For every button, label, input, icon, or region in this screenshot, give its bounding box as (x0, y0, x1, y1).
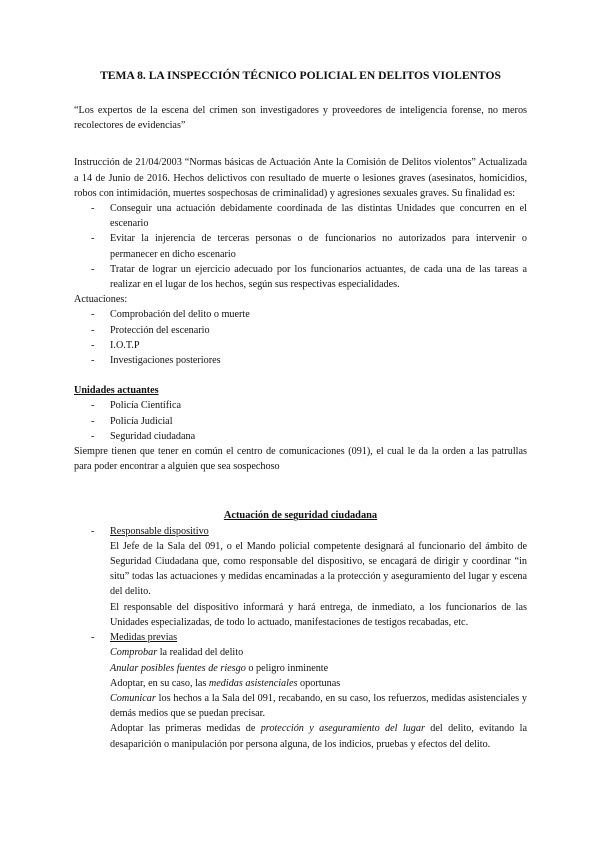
list-item: - Investigaciones posteriores (110, 353, 527, 368)
list-item: - Evitar la injerencia de terceras personas o de funcionarios no autorizados para intervenir o permanecer en dicho escenario (110, 231, 527, 261)
page-title: TEMA 8. LA INSPECCIÓN TÉCNICO POLICIAL EN DELITOS VIOLENTOS (100, 69, 501, 82)
intro-quote: “Los expertos de la escena del crimen son investigadores y proveedores de inteligencia forense, no meros recolectores de evidencias” (74, 105, 527, 132)
measure-line (110, 721, 527, 751)
list-item: - Tratar de lograr un ejercicio adecuado por los funcionarios actuantes, de cada una de las tareas a realizar en el lugar de los hechos, según sus respectivas especialidades. (110, 262, 527, 292)
actions-list (74, 307, 527, 368)
measure-text: oportunas (297, 677, 341, 689)
measure-line (110, 691, 527, 721)
instruction-paragraph: Instrucción de 21/04/2003 “Normas básicas de Actuación Ante la Comisión de Delitos violentos” Actualizada a 14 de Junio de 2016. Hechos delictivos con resultado de muerte o lesiones graves (asesinatos, homicidios, robos con intimidación, muertes sospechosas de criminalidad) y agresiones sexuales graves. Su finalidad es: (74, 157, 527, 199)
list-item: - Comprobación del delito o muerte (110, 307, 527, 322)
security-section-title: Actuación de seguridad ciudadana (223, 510, 378, 522)
document-page (74, 68, 527, 752)
responsible-item (110, 524, 527, 630)
measure-text: Adoptar las primeras medidas de (110, 723, 261, 735)
responsible-paragraph-1: El Jefe de la Sala del 091, o el Mando policial competente designará al funcionario del ámbito de Seguridad Ciudadana que, como responsable del dispositivo, se encagará de dirigir y coordinar “in situ” todas las actuaciones y medidas encaminadas a la protección y aseguramiento del lugar y escena del delito. (110, 540, 527, 598)
responsible-paragraph-2: El responsable del dispositivo informará y hará entrega, de inmediato, a los funcionarios de las Unidades especializadas, de todo lo actuado, manifestaciones de testigos recabadas, etc. (110, 601, 527, 628)
list-item: - Protección del escenario (110, 323, 527, 338)
measure-em: medidas asistenciales (208, 677, 298, 689)
measure-text: Adoptar, en su caso, las (110, 677, 209, 689)
measure-line (110, 645, 527, 660)
list-item: - I.O.T.P (110, 338, 527, 353)
measure-text: la realidad del delito (157, 647, 244, 659)
units-heading: Unidades actuantes (74, 385, 159, 397)
list-item: - Conseguir una actuación debidamente coordinada de las distintas Unidades que concurren en el escenario (110, 201, 527, 231)
responsible-heading: Responsable dispositivo (110, 525, 209, 537)
measure-text: o peligro inminente (245, 662, 329, 674)
list-item: - Policía Científica (110, 398, 527, 413)
security-list (74, 524, 527, 752)
actions-label: Actuaciones: (74, 294, 128, 306)
measure-text: los hechos a la Sala del 091, recabando, en su caso, los refuerzos, medidas asistenciales y demás medios que se puedan precisar. (110, 692, 527, 720)
units-note: Siempre tienen que tener en común el centro de comunicaciones (091), el cual le da la orden a las patrullas para poder encontrar a alguien que sea sospechoso (74, 446, 527, 473)
purpose-list (74, 201, 527, 292)
measure-text: del delito, evitando la desaparición o manipulación por persona alguna, de los indicios, pruebas y efectos del delito. (110, 723, 527, 750)
measure-em: Anular posibles fuentes de riesgo (110, 662, 246, 674)
measure-em: protección y aseguramiento del lugar (260, 723, 425, 735)
measure-line (110, 676, 527, 691)
measure-em: Comunicar (110, 692, 156, 704)
measures-item (110, 630, 527, 752)
measures-heading: Medidas previas (110, 632, 178, 644)
measure-line (110, 661, 527, 676)
list-item: - Policía Judicial (110, 414, 527, 429)
units-list (74, 398, 527, 444)
list-item: - Seguridad ciudadana (110, 429, 527, 444)
measure-em: Comprobar (110, 647, 158, 659)
